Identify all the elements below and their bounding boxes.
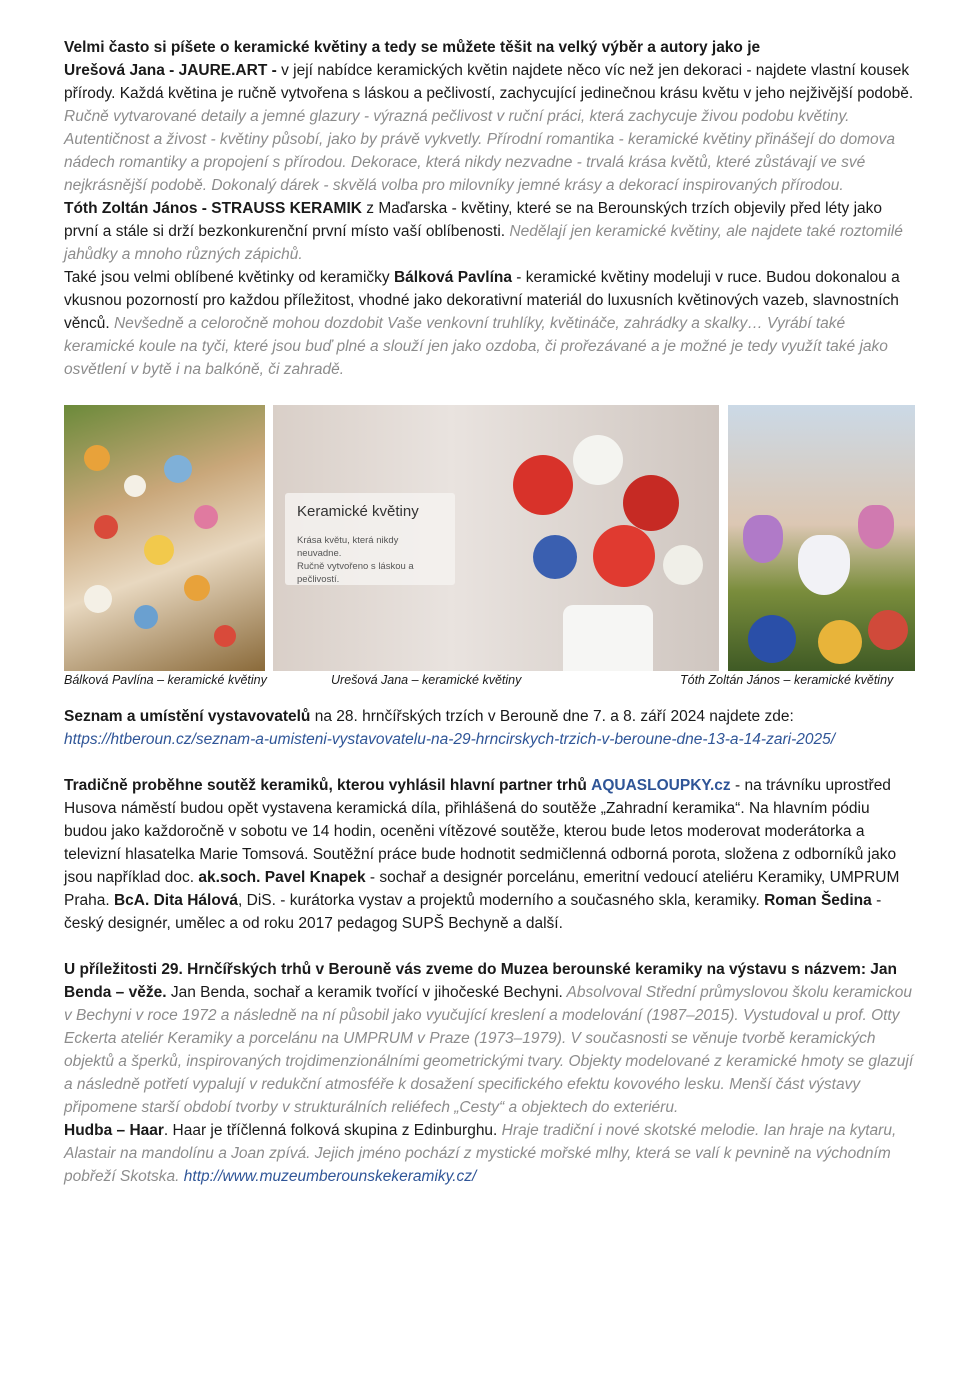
music-bold: Hudba – Haar bbox=[64, 1122, 164, 1139]
balkova-italic: Nevšedně a celoročně mohou dozdobit Vaše venkovní truhlíky, květináče, zahrádky a skalky… Vyrábí také keramické koule na tyči, které jsou buď plné a slouží jen jako ozdoba, či prořezávané a je možné je tedy využít také jako osvětlení v bytě i na balkóně, či zahradě. bbox=[64, 315, 888, 378]
balkova-paragraph bbox=[64, 266, 916, 381]
judge-halova: BcA. Dita Hálová bbox=[113, 892, 239, 909]
judge-knapek: ak.soch. Pavel Knapek bbox=[198, 869, 366, 886]
photo-balkova-flowers bbox=[64, 405, 265, 671]
caption-toth: Tóth Zoltán János – keramické květiny bbox=[680, 673, 894, 687]
museum-paragraph bbox=[64, 958, 916, 1119]
contest-bold: Tradičně proběhne soutěž keramiků, kterou vyhlásil hlavní partner trhů bbox=[64, 777, 587, 794]
toth-paragraph bbox=[64, 197, 916, 266]
museum-text: Jan Benda, sochař a keramik tvořící v jihočeské Bechyni. bbox=[166, 984, 563, 1001]
music-text: . Haar je tříčlenná folková skupina z Edinburghu. bbox=[163, 1122, 498, 1139]
exhibitors-link[interactable]: https://htberoun.cz/seznam-a-umisteni-vystavovatelu-na-29-hrncirskych-trzich-v-beroune-dne-13-a-14-zari-2025/ bbox=[64, 731, 836, 748]
music-paragraph bbox=[64, 1119, 916, 1188]
contest-text-2: - sochař a designér porcelánu, emeritní vedoucí ateliéru Keramiky, UMPRUM Praha. bbox=[64, 869, 900, 909]
author-uresova: Urešová Jana - JAURE.ART - bbox=[64, 62, 277, 79]
photo-strip bbox=[64, 405, 916, 705]
aquasloupky-brand: AQUASLOUPKY.cz bbox=[591, 777, 731, 794]
exhibitors-text: na 28. hrnčířských trzích v Berouně dne 7. a 8. září 2024 najdete zde: bbox=[310, 708, 794, 725]
promo-card-title: Keramické květiny bbox=[297, 503, 419, 520]
promo-card-text: Krása květu, která nikdy neuvadne. Ručně vytvořeno s láskou a pečlivostí. bbox=[297, 535, 414, 585]
museum-bold: U příležitosti 29. Hrnčířských trhů v Berouně vás zveme do Muzea berounské keramiky na výstavu s názvem: Jan Benda – věže. bbox=[64, 961, 898, 1001]
contest-text-1: - na trávníku uprostřed Husova náměstí budou opět vystavena keramická díla, přihlášená do soutěže „Zahradní keramika“. Na hlavním pódiu budou jako každoročně v sobotu ve 14 hodin, oceněni vítězové soutěže, kterou bude letos moderovat moderátorka a televizní hlasatelka Marie Tomsová. Soutěžní práce bude hodnotit sedmičlenná odborná porota, složena z odborníků jako jsou například doc. bbox=[64, 777, 897, 886]
photo-toth-flowers bbox=[728, 405, 915, 671]
caption-balkova: Bálková Pavlína – keramické květiny bbox=[64, 673, 267, 687]
contest-text-4: - český designér, umělec a od roku 2017 pedagog SUPŠ Bechyně a další. bbox=[64, 892, 882, 932]
author-balkova: Bálková Pavlína bbox=[393, 269, 512, 286]
document-page bbox=[64, 36, 916, 1188]
toth-italic: Nedělají jen keramické květiny, ale najdete také roztomilé jahůdky a mnoho různých zápichů. bbox=[64, 223, 903, 263]
contest-text-3: , DiS. - kurátorka vystav a projektů moderního a současného skla, keramiky. bbox=[238, 892, 765, 909]
author-toth: Tóth Zoltán János - STRAUSS KERAMIK bbox=[64, 200, 362, 217]
exhibitors-bold: Seznam a umístění vystavovatelů bbox=[64, 708, 311, 725]
toth-text: z Maďarska - květiny, které se na Berounských trzích objevily před léty jako první a stále si drží bezkonkurenční první místo vaší oblíbenosti. bbox=[64, 200, 883, 240]
photo-uresova-bouquet bbox=[273, 405, 719, 671]
ceramic-flowers-paragraph bbox=[64, 36, 916, 197]
caption-uresova: Urešová Jana – keramické květiny bbox=[331, 673, 522, 687]
balkova-pre: Také jsou velmi oblíbené květinky od keramičky bbox=[64, 269, 394, 286]
intro-bold: Velmi často si píšete o keramické květiny a tedy se můžete těšit na velký výběr a autory jako je bbox=[64, 39, 761, 56]
promo-card bbox=[285, 493, 455, 585]
contest-paragraph bbox=[64, 774, 916, 935]
exhibitors-list-paragraph bbox=[64, 705, 916, 751]
museum-italic: Absolvoval Střední průmyslovou školu keramickou v Bechyni v roce 1972 a následně na ní působil jako vyučující kreslení a modelování (1987–2015). Vystudoval u prof. Otty Eckerta ateliér Keramiky a porcelánu na UMPRUM v Praze (1973–1979). V současnosti se věnuje tvorbě keramických objektů a šperků, inspirovaných trojdimenzionálními geometrickými tvary. Objekty modelované z keramické hmoty se glazují a následně potřetí vypalují v redukční atmosféře k dosažení specifického efektu kovového lesku. Menší část výstavy připomene starší období tvorby v strukturálních reliéfech „Cesty“ a objektech do exteriéru. bbox=[64, 984, 914, 1116]
judge-sedina: Roman Šedina bbox=[764, 892, 872, 909]
museum-link[interactable]: http://www.muzeumberounskekeramiky.cz/ bbox=[183, 1168, 477, 1185]
music-italic: Hraje tradiční i nové skotské melodie. Ian hraje na kytaru, Alastair na mandolínu a Joan zpívá. Jejich jméno pochází z mystické mořské mlhy, která se valí k pevnině na východním pobřeží Skotska. bbox=[64, 1122, 897, 1185]
balkova-text: - keramické květiny modeluji v ruce. Budou dokonalou a vkusnou pozorností pro každou příležitost, vhodné jako dekorativní materiál do luxusních květinových vazeb, slavnostních věnců. bbox=[64, 269, 900, 332]
uresova-italic: Ručně vytvarované detaily a jemné glazury - výrazná pečlivost v ruční práci, která zachycuje živou podobu květiny. Autentičnost a živost - květiny působí, jako by právě vykvetly. Přírodní romantika - keramické květiny přinášejí do domova nádech romantiky a propojení s přírodou. Dekorace, která nikdy nezvadne - trvalá krása květů, které zůstávají ve své nejkrásnější podobě. Dokonalý dárek - skvělá volba pro milovníky jemné krásy a dekorací inspirovaných přírodou. bbox=[64, 108, 896, 194]
uresova-text: v její nabídce keramických květin najdete něco víc než jen dekoraci - najdete vlastní kousek přírody. Každá květina je ručně vytvořena s láskou a pečlivostí, zachycující jedinečnou krásu květu v jeho nejživější podobě. bbox=[64, 62, 914, 102]
